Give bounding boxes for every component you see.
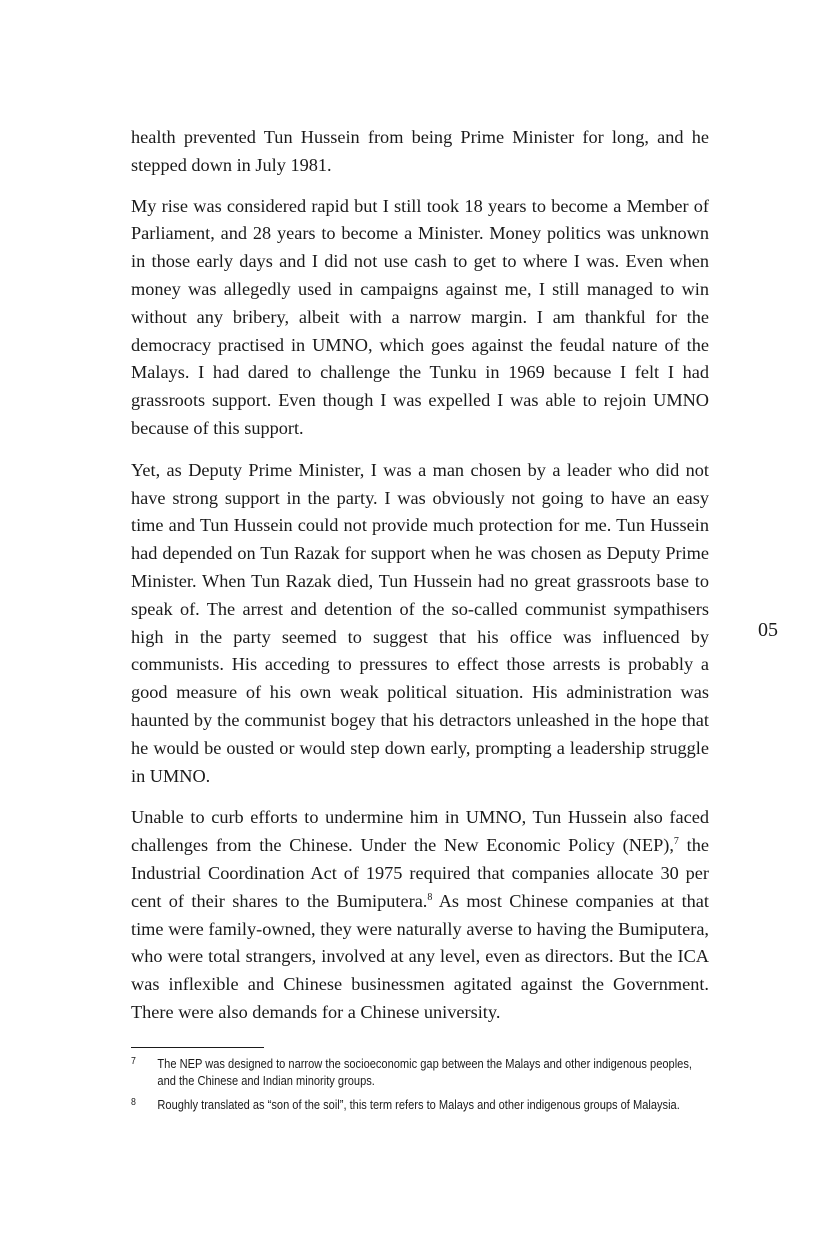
footnote-number: 8 bbox=[131, 1097, 136, 1108]
footnote-7 bbox=[131, 1056, 703, 1090]
paragraph-2: My rise was considered rapid but I still took 18 years to become a Member of Parliament, and 28 years to become a Minister. Money politics was unknown in those early days and I did not use cash to get to where I was. Even when money was allegedly used in campaigns against me, I still managed to win without any bribery, albeit with a narrow margin. I am thankful for the democracy practised in UMNO, which goes against the feudal nature of the Malays. I had dared to challenge the Tunku in 1969 because I felt I had grassroots support. Even though I was expelled I was able to rejoin UMNO because of this support. bbox=[131, 195, 709, 438]
paragraph-4 bbox=[131, 804, 709, 1026]
footnote-ref-8[interactable]: 8 bbox=[427, 891, 433, 903]
footnote-text: Roughly translated as “son of the soil”, this term refers to Malays and other indigenous groups of Malaysia. bbox=[157, 1098, 680, 1112]
footnote-text: The NEP was designed to narrow the socioeconomic gap between the Malays and other indigenous peoples, and the Chinese and Indian minority groups. bbox=[157, 1057, 692, 1088]
footnote-ref-7[interactable]: 7 bbox=[673, 836, 679, 848]
footnote-8 bbox=[131, 1097, 703, 1114]
footnotes bbox=[131, 1056, 692, 1121]
footnote-divider bbox=[131, 1047, 264, 1048]
paragraph-4-part-1: Unable to curb efforts to undermine him in UMNO, Tun Hussein also faced challenges from the Chinese. Under the New Economic Policy (NEP), bbox=[131, 807, 709, 856]
footnote-number: 7 bbox=[131, 1056, 136, 1067]
body-text bbox=[131, 124, 709, 1041]
page-number: 05 bbox=[758, 619, 778, 641]
paragraph-3: Yet, as Deputy Prime Minister, I was a man chosen by a leader who did not have strong support in the party. I was obviously not going to have an easy time and Tun Hussein could not provide much protection for me. Tun Hussein had depended on Tun Razak for support when he was chosen as Deputy Prime Minister. When Tun Razak died, Tun Hussein had no great grassroots base to speak of. The arrest and detention of the so-called communist sympathisers high in the party seemed to suggest that his office was influenced by communists. His acceding to pressures to effect those arrests is probably a good measure of his own weak political situation. His administration was haunted by the communist bogey that his detractors unleashed in the hope that he would be ousted or would step down early, prompting a leadership struggle in UMNO. bbox=[131, 459, 709, 786]
paragraph-1: health prevented Tun Hussein from being Prime Minister for long, and he stepped down in July 1981. bbox=[131, 127, 709, 175]
paragraph-4-part-3: As most Chinese companies at that time were family-owned, they were naturally averse to having the Bumiputera, who were total strangers, involved at any level, even as directors. But the ICA was inflexible and Chinese businessmen agitated against the Government. There were also demands for a Chinese university. bbox=[131, 890, 709, 1022]
paragraph-4-part-2: the Industrial Coordination Act of 1975 required that companies allocate 30 per cent of their shares to the Bumiputera. bbox=[131, 835, 710, 911]
